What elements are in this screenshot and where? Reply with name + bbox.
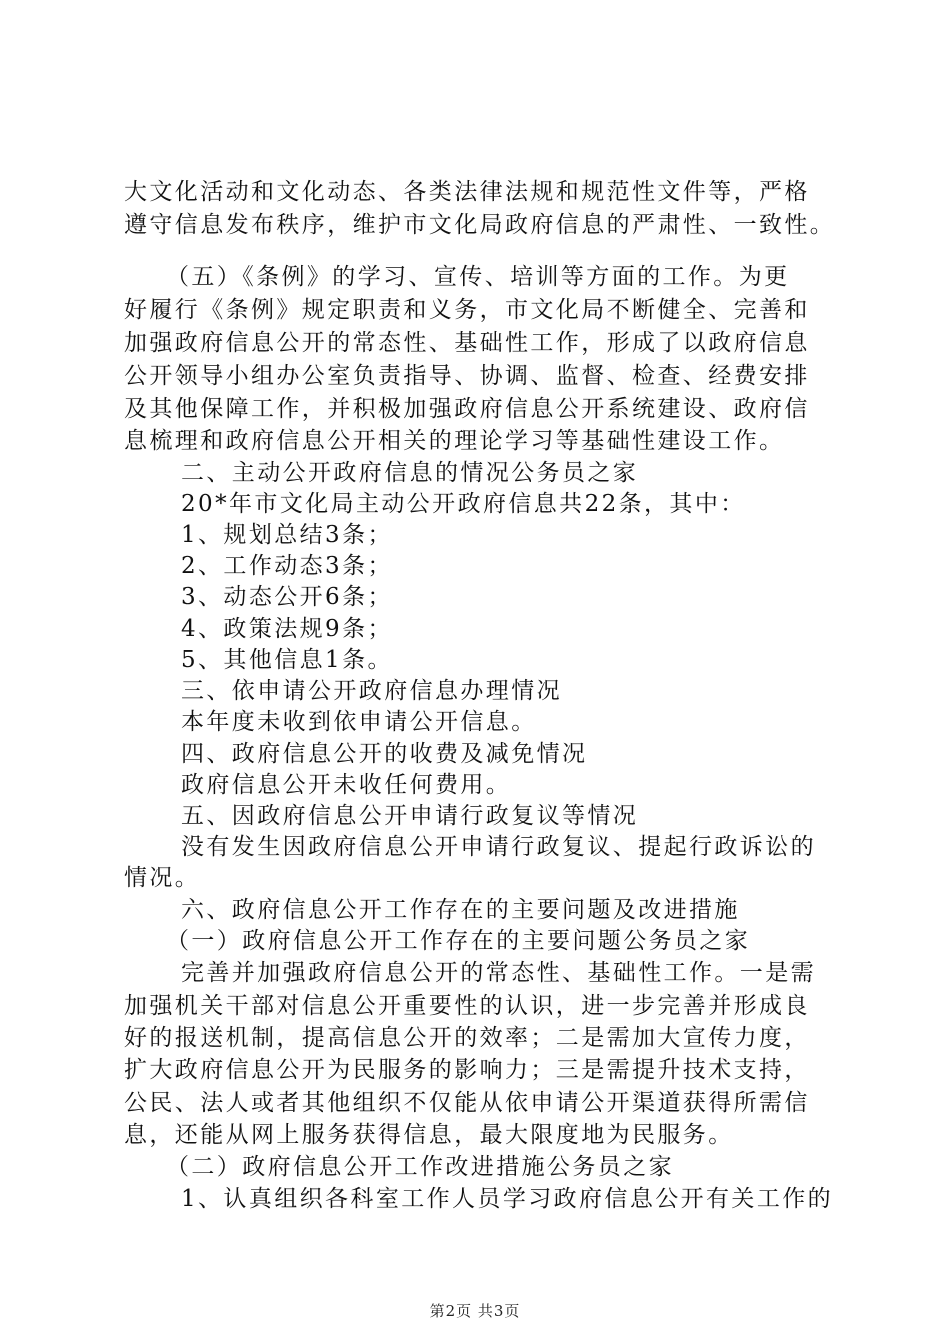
- text-line: 没有发生因政府信息公开申请行政复议、提起行政诉讼的: [181, 834, 816, 860]
- text-line: 遵守信息发布秩序，维护市文化局政府信息的严肃性、一致性。: [124, 212, 836, 238]
- text-line: 息梳理和政府信息公开相关的理论学习等基础性建设工作。: [124, 428, 785, 454]
- list-item: 3、动态公开6条；: [181, 584, 393, 610]
- section-heading: 四、政府信息公开的收费及减免情况: [181, 741, 588, 767]
- text-line: 完善并加强政府信息公开的常态性、基础性工作。一是需: [181, 960, 816, 986]
- section-heading: 二、主动公开政府信息的情况公务员之家: [181, 460, 639, 486]
- text-line: 好的报送机制，提高信息公开的效率；二是需加大宣传力度，: [124, 1025, 810, 1051]
- list-item: 1、规划总结3条；: [181, 522, 393, 548]
- text-line: 本年度未收到依申请公开信息。: [181, 709, 537, 735]
- text-line: 20*年市文化局主动公开政府信息共22条，其中：: [181, 491, 746, 517]
- text-line: 情况。: [124, 865, 201, 891]
- text-line: 加强机关干部对信息公开重要性的认识，进一步完善并形成良: [124, 993, 810, 1019]
- text-line: 公民、法人或者其他组织不仅能从依申请公开渠道获得所需信: [124, 1090, 810, 1116]
- text-line: 扩大政府信息公开为民服务的影响力；三是需提升技术支持，: [124, 1057, 810, 1083]
- section-heading: 六、政府信息公开工作存在的主要问题及改进措施: [181, 897, 740, 923]
- text-line: 息，还能从网上服务获得信息，最大限度地为民服务。: [124, 1122, 734, 1148]
- page-number: 第2页 共3页: [429, 1302, 521, 1320]
- text-line: 好履行《条例》规定职责和义务，市文化局不断健全、完善和: [124, 297, 810, 323]
- text-line: 加强政府信息公开的常态性、基础性工作，形成了以政府信息: [124, 330, 810, 356]
- section-heading: （五）《条例》的学习、宣传、培训等方面的工作。为更: [166, 264, 790, 290]
- section-heading: 五、因政府信息公开申请行政复议等情况: [181, 803, 639, 829]
- subsection-heading: （一）政府信息公开工作存在的主要问题公务员之家: [166, 928, 751, 954]
- text-line: 1、认真组织各科室工作人员学习政府信息公开有关工作的: [181, 1186, 834, 1212]
- list-item: 2、工作动态3条；: [181, 553, 393, 579]
- text-line: 政府信息公开未收任何费用。: [181, 772, 512, 798]
- text-line: 大文化活动和文化动态、各类法律法规和规范性文件等，严格: [124, 179, 810, 205]
- section-heading: 三、依申请公开政府信息办理情况: [181, 678, 562, 704]
- subsection-heading: （二）政府信息公开工作改进措施公务员之家: [166, 1154, 674, 1180]
- list-item: 4、政策法规9条；: [181, 616, 393, 642]
- text-line: 公开领导小组办公室负责指导、协调、监督、检查、经费安排: [124, 363, 810, 389]
- list-item: 5、其他信息1条。: [181, 647, 393, 673]
- text-line: 及其他保障工作，并积极加强政府信息公开系统建设、政府信: [124, 396, 810, 422]
